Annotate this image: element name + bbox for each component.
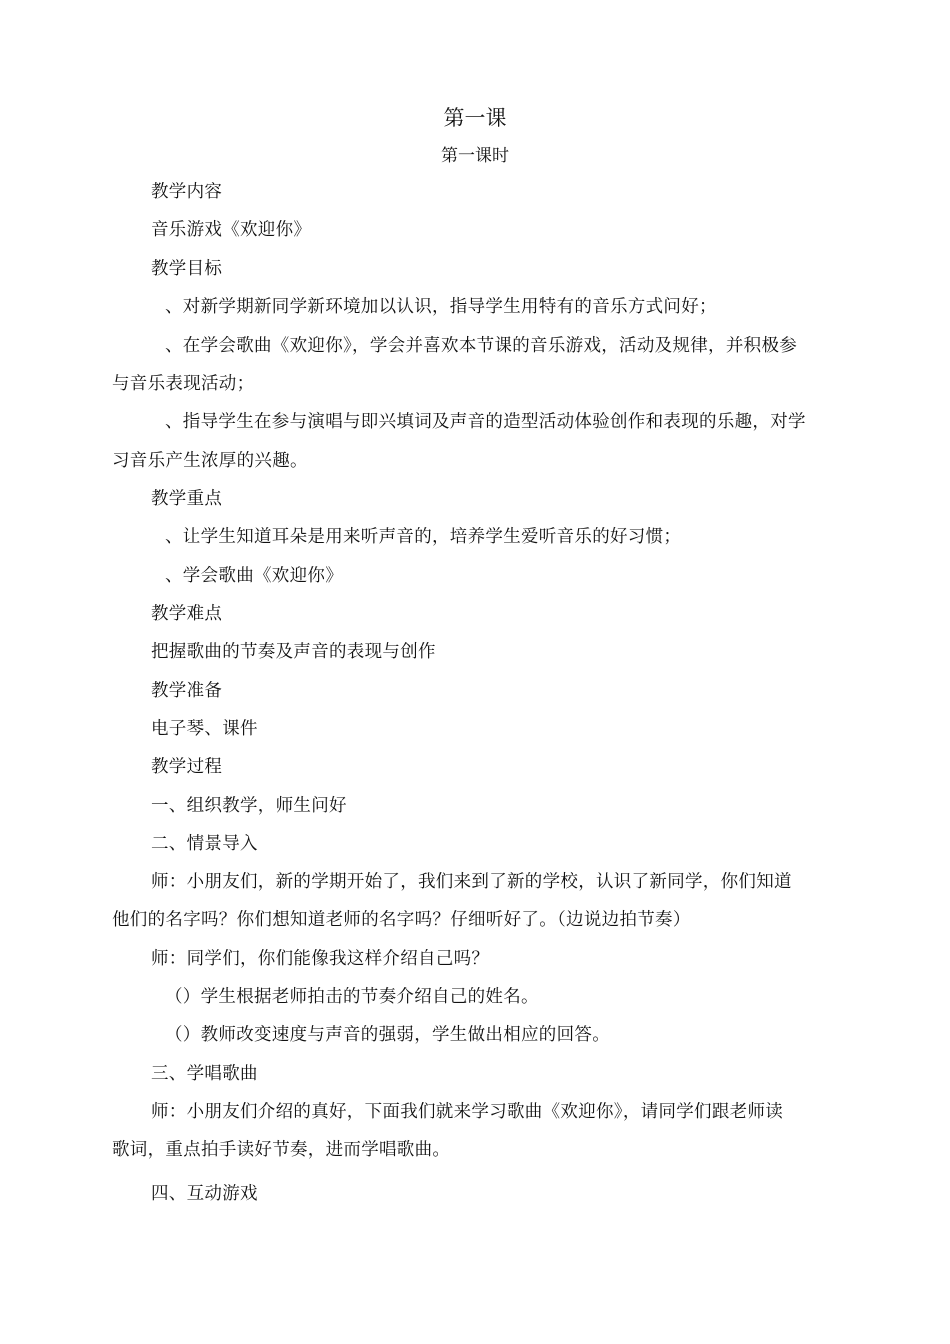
paragraph-line: 二、情景导入 — [151, 834, 258, 854]
paragraph-line: 他们的名字吗？你们想知道老师的名字吗？仔细听好了。（边说边拍节奏） — [112, 910, 691, 930]
paragraph-line: 、指导学生在参与演唱与即兴填词及声音的造型活动体验创作和表现的乐趣，对学 — [165, 412, 806, 432]
paragraph-line: 、学会歌曲《欢迎你》 — [165, 566, 343, 586]
paragraph-line: 把握歌曲的节奏及声音的表现与创作 — [151, 642, 436, 662]
paragraph-line: （）学生根据老师拍击的节奏介绍自己的姓名。 — [165, 987, 539, 1007]
section-heading-keypoints: 教学重点 — [151, 489, 223, 509]
paragraph-line: 、在学会歌曲《欢迎你》，学会并喜欢本节课的音乐游戏，活动及规律，并积极参 — [165, 336, 798, 356]
page-title: 第一课 — [443, 106, 507, 130]
paragraph-line: 习音乐产生浓厚的兴趣。 — [112, 451, 308, 471]
paragraph-line: 四、互动游戏 — [151, 1184, 258, 1204]
paragraph-line: 、对新学期新同学新环境加以认识，指导学生用特有的音乐方式问好； — [165, 297, 717, 317]
paragraph-line: 、让学生知道耳朵是用来听声音的，培养学生爱听音乐的好习惯； — [165, 527, 682, 547]
paragraph-line: 一、组织教学，师生问好 — [151, 796, 347, 816]
section-heading-goals: 教学目标 — [151, 259, 223, 279]
paragraph-line: 电子琴、课件 — [151, 719, 258, 739]
paragraph-line: 三、学唱歌曲 — [151, 1064, 258, 1084]
paragraph-line: 师：小朋友们介绍的真好，下面我们就来学习歌曲《欢迎你》，请同学们跟老师读 — [151, 1102, 784, 1122]
paragraph-line: 歌词，重点拍手读好节奏，进而学唱歌曲。 — [112, 1140, 451, 1160]
section-heading-content: 教学内容 — [151, 182, 223, 202]
section-heading-difficulties: 教学难点 — [151, 604, 223, 624]
paragraph-line: 师：小朋友们，新的学期开始了，我们来到了新的学校，认识了新同学，你们知道 — [151, 872, 792, 892]
section-heading-preparation: 教学准备 — [151, 681, 223, 701]
page-subtitle: 第一课时 — [441, 146, 509, 166]
paragraph-line: （）教师改变速度与声音的强弱，学生做出相应的回答。 — [165, 1025, 610, 1045]
paragraph-line: 师：同学们，你们能像我这样介绍自己吗？ — [151, 949, 490, 969]
paragraph-line: 音乐游戏《欢迎你》 — [151, 220, 312, 240]
section-heading-process: 教学过程 — [151, 757, 223, 777]
paragraph-line: 与音乐表现活动； — [112, 374, 255, 394]
